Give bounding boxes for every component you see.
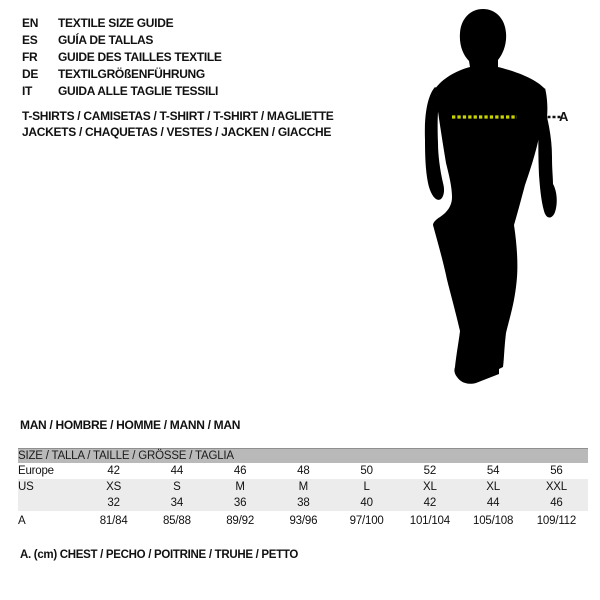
size-cell: 38 <box>272 495 335 511</box>
man-silhouette-figure <box>410 5 570 395</box>
size-cell: XL <box>398 479 461 495</box>
size-cell: 93/96 <box>289 514 318 527</box>
language-code: IT <box>22 83 33 98</box>
size-cell: 97/100 <box>349 514 384 527</box>
category-line: JACKETS / CHAQUETAS / VESTES / JACKEN / GIACCHE <box>22 124 332 139</box>
size-cell: 34 <box>145 495 208 511</box>
row-label: US <box>18 479 82 495</box>
size-cell: 109/112 <box>536 514 577 527</box>
language-code: EN <box>22 16 39 31</box>
size-cell: 46 <box>525 495 588 511</box>
size-cell: 44 <box>170 465 184 477</box>
size-cell: 56 <box>550 465 563 477</box>
language-row <box>22 65 222 82</box>
table-row <box>18 495 588 511</box>
size-cell: 32 <box>82 495 145 511</box>
section-title: MAN / HOMBRE / HOMME / MANN / MAN <box>20 418 241 432</box>
size-cell: 89/92 <box>226 514 255 527</box>
size-cell: 48 <box>297 465 310 477</box>
size-cell: M <box>209 479 272 495</box>
size-table-wrap <box>18 448 588 530</box>
size-cell: 36 <box>209 495 272 511</box>
table-row <box>18 463 588 479</box>
language-code: FR <box>22 49 38 64</box>
language-label: GUÍA DE TALLAS <box>58 33 154 48</box>
size-cell: 105/108 <box>473 514 514 527</box>
size-cell: 42 <box>398 495 461 511</box>
size-cell: 52 <box>423 465 437 477</box>
language-row <box>22 82 222 99</box>
language-code: DE <box>22 66 39 81</box>
language-label: GUIDA ALLE TAGLIE TESSILI <box>58 83 219 98</box>
language-label: GUIDE DES TAILLES TEXTILE <box>58 49 222 64</box>
size-cell: 85/88 <box>162 514 191 527</box>
size-cell: XL <box>462 479 525 495</box>
language-code: ES <box>22 33 38 48</box>
size-cell: 42 <box>107 465 120 477</box>
size-table <box>18 448 588 530</box>
measure-label-a: A <box>559 109 569 124</box>
table-row <box>18 511 588 530</box>
category-line: T-SHIRTS / CAMISETAS / T-SHIRT / T-SHIRT / MAGLIETTE <box>22 109 334 123</box>
size-cell: L <box>335 479 398 495</box>
size-cell: 50 <box>360 465 373 477</box>
man-silhouette-icon <box>410 5 570 395</box>
measurement-footnote: A. (cm) CHEST / PECHO / POITRINE / TRUHE / PETTO <box>20 549 299 561</box>
size-cell: S <box>145 479 208 495</box>
row-label <box>18 495 82 511</box>
table-row <box>18 479 588 495</box>
language-row <box>22 32 222 49</box>
size-cell: 81/84 <box>99 514 128 527</box>
size-cell: 54 <box>486 465 500 477</box>
row-label: Europe <box>18 465 54 477</box>
size-cell: 44 <box>462 495 525 511</box>
size-cell: M <box>272 479 335 495</box>
size-cell: XS <box>82 479 145 495</box>
language-label: TEXTILGRÖßENFÜHRUNG <box>58 66 205 81</box>
language-row <box>22 49 222 66</box>
size-table-header: SIZE / TALLA / TAILLE / GRÖSSE / TAGLIA <box>18 449 588 464</box>
size-cell: 46 <box>233 465 247 477</box>
size-cell: 101/104 <box>409 514 450 527</box>
language-label: TEXTILE SIZE GUIDE <box>58 16 174 31</box>
size-cell: 40 <box>335 495 398 511</box>
size-table-header-row <box>18 449 588 464</box>
category-lines <box>22 109 334 140</box>
row-label: A <box>18 514 26 527</box>
size-cell: XXL <box>525 479 588 495</box>
language-list <box>22 15 222 99</box>
language-row <box>22 15 222 32</box>
